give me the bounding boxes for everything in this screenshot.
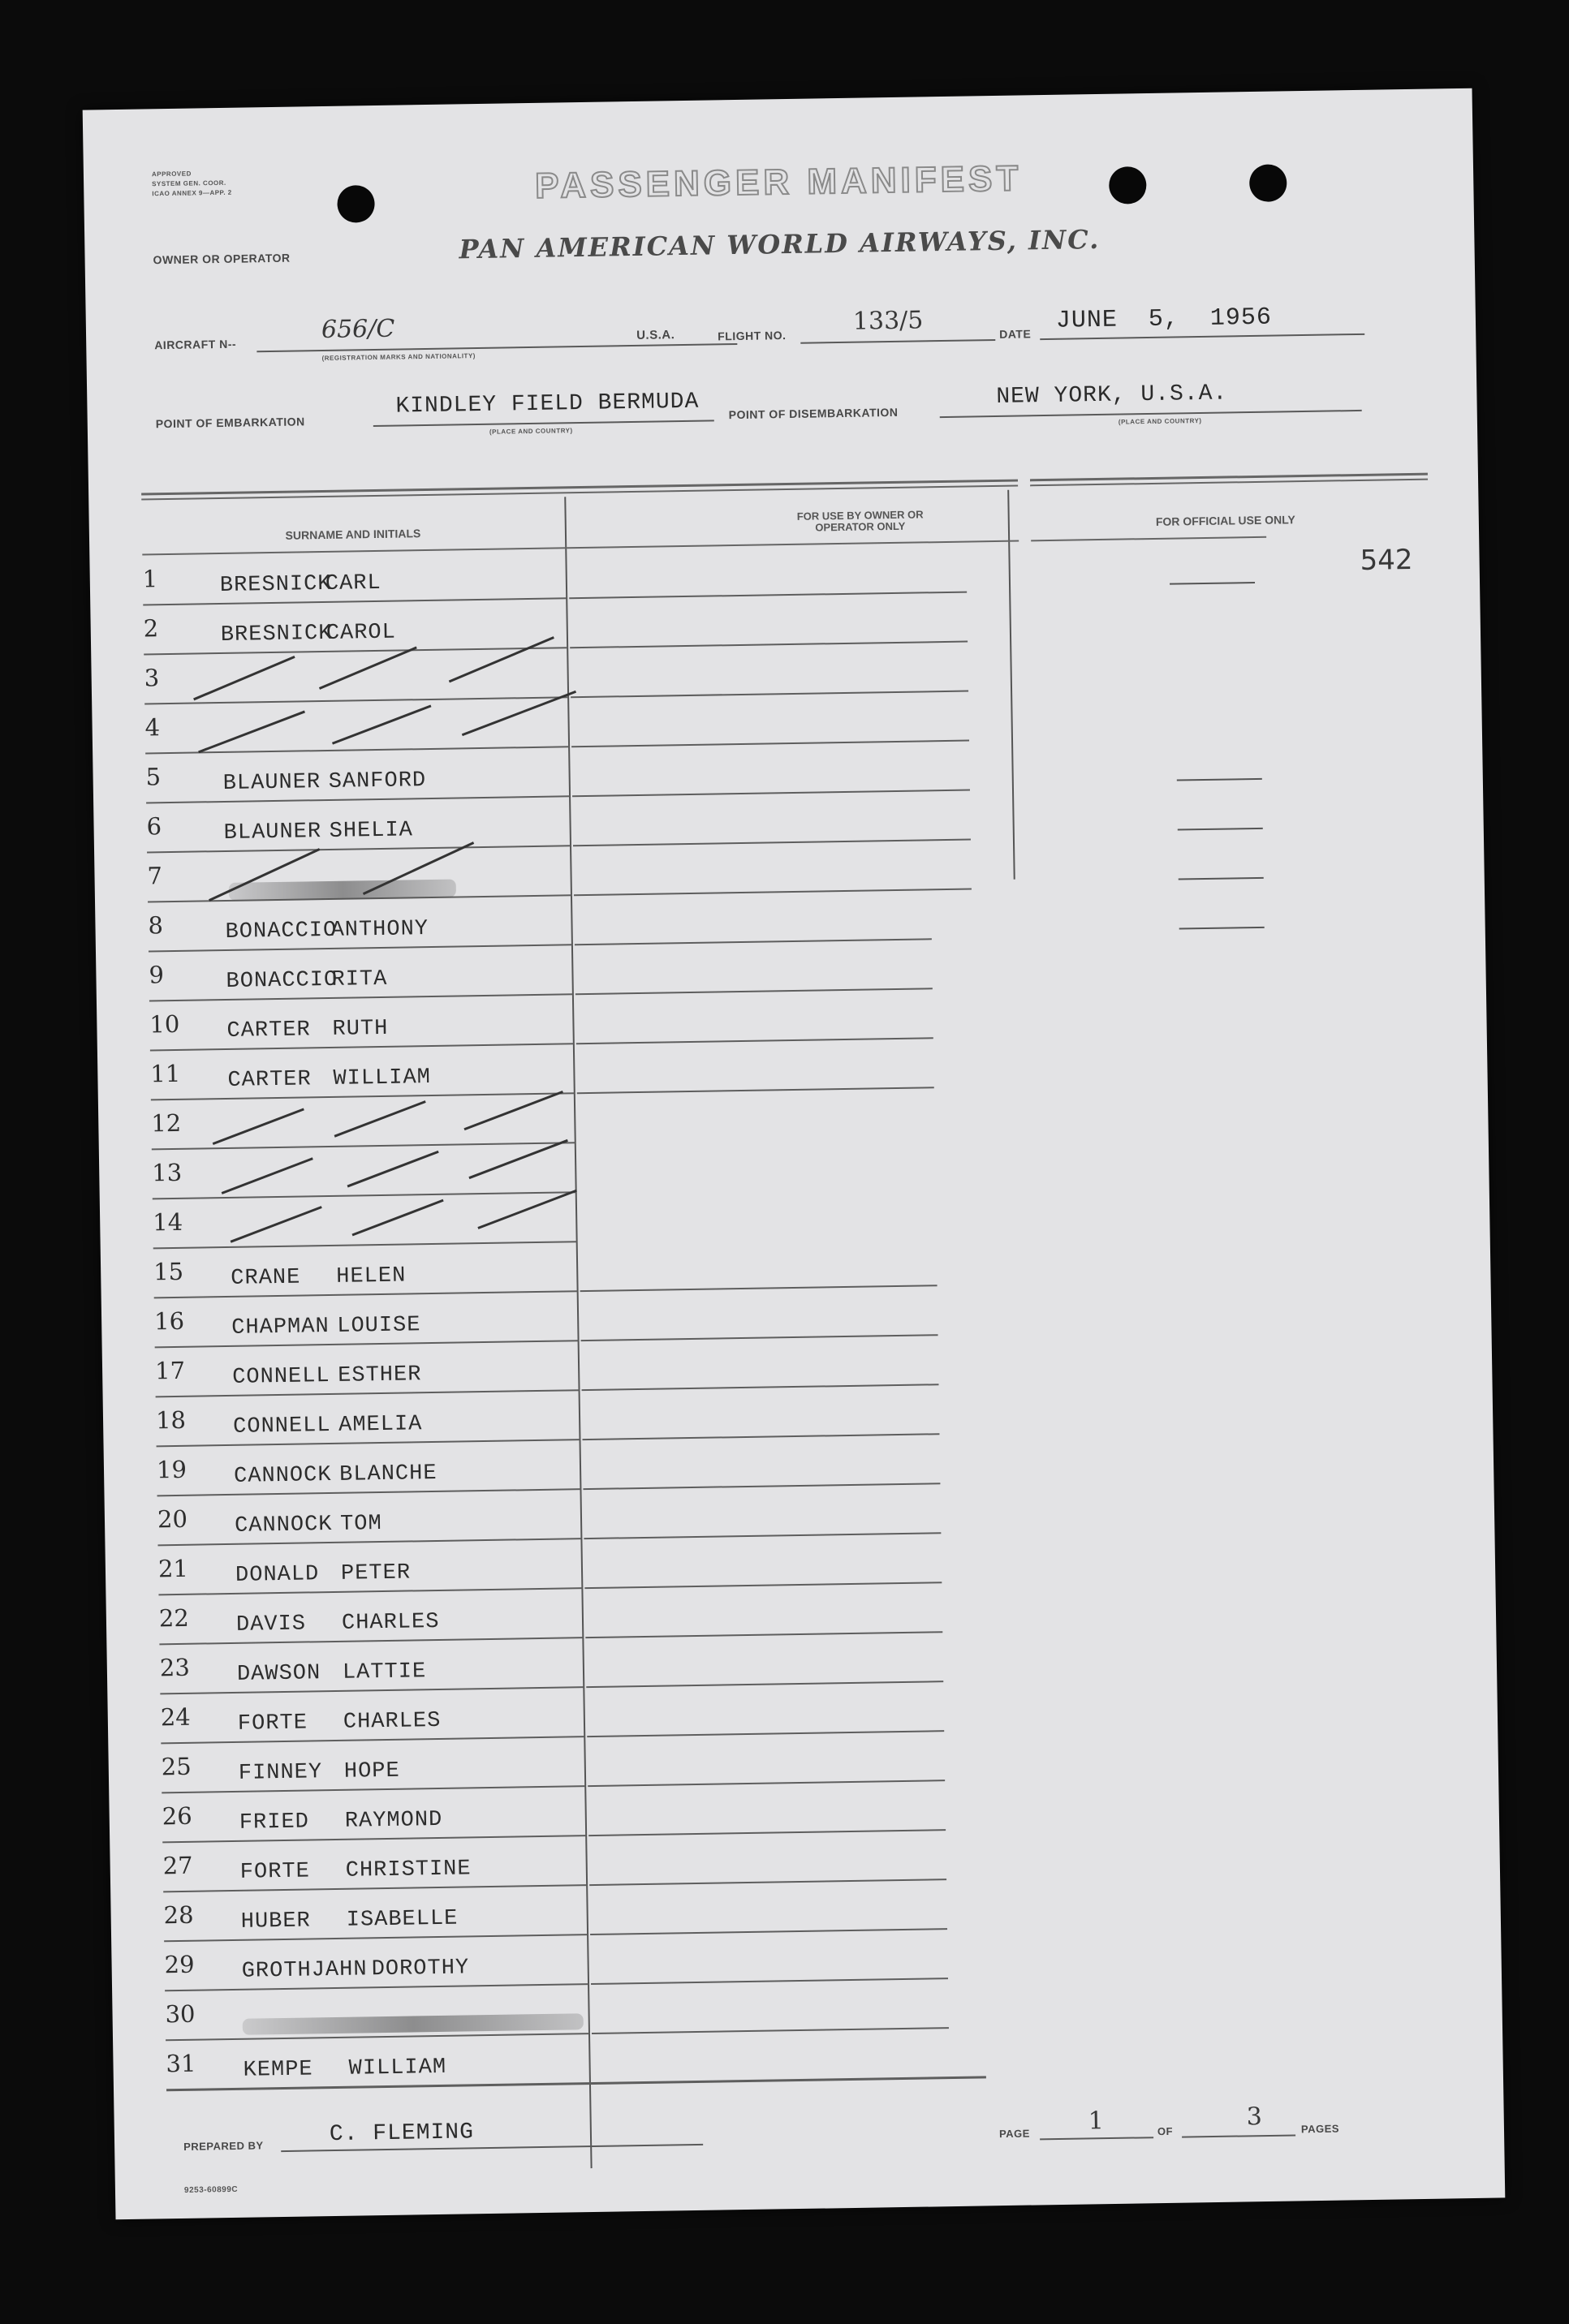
row-number: 15 <box>153 1257 184 1286</box>
official-header-bottom-rule <box>1031 536 1266 542</box>
passenger-surname: CANNOCK <box>234 1512 333 1539</box>
passenger-row-struck <box>165 1992 196 2042</box>
passenger-given-name: CAROL <box>325 620 397 646</box>
owner-line <box>592 2027 949 2034</box>
owner-line <box>573 839 971 847</box>
row-line <box>143 597 567 605</box>
official-mark <box>1177 778 1262 781</box>
strike-mark <box>463 1091 563 1130</box>
owner-line <box>580 1285 938 1292</box>
passenger-surname: BONACCIO <box>225 918 338 945</box>
row-number: 29 <box>164 1950 195 1979</box>
passenger-row <box>145 755 427 804</box>
row-line <box>165 1983 588 1991</box>
redaction-smudge <box>243 2013 584 2035</box>
owner-line <box>569 592 967 600</box>
row-line <box>160 1686 584 1694</box>
passenger-given-name: ISABELLE <box>346 1906 459 1933</box>
passenger-surname: CARTER <box>227 1067 312 1093</box>
owner-line <box>582 1433 939 1440</box>
owner-label: OWNER OR OPERATOR <box>153 251 291 267</box>
row-number: 18 <box>155 1405 187 1435</box>
passenger-surname: BONACCIO <box>226 967 338 994</box>
passenger-surname: CONNELL <box>232 1364 330 1390</box>
passenger-given-name: WILLIAM <box>348 2055 447 2081</box>
row-line <box>144 647 567 655</box>
owner-line <box>590 1928 947 1935</box>
strike-mark <box>449 636 554 682</box>
strike-mark <box>193 656 295 700</box>
row-number: 14 <box>152 1207 183 1237</box>
passenger-row-struck <box>147 854 163 903</box>
approval-line-1: APPROVED <box>151 170 192 179</box>
passenger-given-name: DOROTHY <box>371 1956 470 1982</box>
strike-mark <box>222 1157 313 1194</box>
pages-label: PAGES <box>1300 2122 1340 2136</box>
owner-line <box>571 740 969 748</box>
row-number: 27 <box>162 1851 193 1880</box>
page-label: PAGE <box>998 2127 1031 2141</box>
embark-caption: (PLACE AND COUNTRY) <box>489 427 573 436</box>
passenger-row <box>146 804 414 854</box>
row-line <box>166 2033 589 2041</box>
owner-line <box>572 790 970 798</box>
owner-line <box>586 1681 943 1688</box>
row-line <box>149 993 573 1001</box>
row-number: 23 <box>159 1653 191 1682</box>
owner-line <box>589 1879 946 1886</box>
owner-line <box>576 1037 933 1044</box>
embark-label: POINT OF EMBARKATION <box>155 415 305 431</box>
row-line <box>162 1785 585 1793</box>
passenger-row <box>160 1695 442 1745</box>
col-owner-header: FOR USE BY OWNER OR OPERATOR ONLY <box>796 508 924 534</box>
disembark-caption: (PLACE AND COUNTRY) <box>1118 416 1202 426</box>
passenger-row-struck <box>144 705 161 755</box>
passenger-surname: BLAUNER <box>222 770 321 796</box>
passenger-given-name: LATTIE <box>342 1659 427 1685</box>
passenger-given-name: CHARLES <box>343 1708 442 1735</box>
row-number: 16 <box>153 1306 185 1336</box>
row-line <box>153 1191 576 1199</box>
official-number: 542 <box>1360 543 1413 577</box>
row-number: 13 <box>152 1158 183 1187</box>
row-number: 6 <box>146 812 162 841</box>
strike-mark <box>319 647 417 690</box>
embark-value: KINDLEY FIELD BERMUDA <box>395 389 700 420</box>
official-mark <box>1179 927 1265 930</box>
owner-line <box>577 1087 934 1094</box>
row-number: 2 <box>143 614 159 643</box>
owner-line <box>587 1730 944 1737</box>
owner-line <box>571 691 968 699</box>
row-number: 20 <box>157 1504 188 1534</box>
flight-value: 133/5 <box>852 306 924 336</box>
owner-line <box>574 889 972 897</box>
strike-mark <box>334 1100 426 1138</box>
passenger-given-name: HELEN <box>336 1263 407 1289</box>
passenger-row <box>149 1002 389 1052</box>
row-line <box>151 1092 575 1100</box>
passenger-given-name: CHARLES <box>341 1609 440 1636</box>
aircraft-underline <box>256 343 737 352</box>
row-number: 7 <box>147 862 163 890</box>
passenger-surname: CARTER <box>226 1018 311 1044</box>
flight-underline <box>800 339 995 344</box>
passenger-given-name: HOPE <box>343 1758 400 1784</box>
owner-line <box>584 1582 942 1589</box>
owner-line <box>588 1829 946 1836</box>
owner-line <box>570 641 968 649</box>
row-number: 9 <box>149 961 165 989</box>
owner-line <box>588 1780 945 1787</box>
passenger-surname: CHAPMAN <box>231 1315 330 1341</box>
passenger-surname: CANNOCK <box>233 1462 332 1489</box>
passenger-row <box>153 1299 421 1349</box>
strike-marks <box>83 88 1472 110</box>
strike-mark <box>468 1139 568 1179</box>
approval-line-2: SYSTEM GEN. COOR. <box>152 179 226 188</box>
usa-label: U.S.A. <box>636 328 675 342</box>
page-value: 1 <box>1088 2107 1105 2136</box>
passenger-given-name: TOM <box>339 1512 382 1537</box>
passenger-row <box>148 903 429 953</box>
passenger-surname: BRESNICK <box>219 571 332 599</box>
owner-line <box>575 938 932 945</box>
owner-line <box>581 1334 938 1341</box>
strike-mark <box>347 1151 439 1188</box>
passenger-row <box>157 1547 412 1596</box>
strike-mark <box>477 1190 577 1229</box>
disembark-value: NEW YORK, U.S.A. <box>996 381 1228 410</box>
row-number: 19 <box>156 1455 188 1484</box>
row-number: 3 <box>144 664 160 692</box>
row-line <box>158 1587 582 1595</box>
row-line <box>161 1736 584 1744</box>
passenger-row-struck <box>152 1151 183 1200</box>
passenger-given-name: AMELIA <box>338 1412 423 1438</box>
passenger-given-name: RAYMOND <box>344 1807 443 1834</box>
strike-mark <box>351 1199 443 1237</box>
passenger-row <box>155 1398 423 1448</box>
passenger-row <box>162 1844 472 1893</box>
owner-line <box>583 1483 940 1490</box>
passenger-given-name: PETER <box>340 1560 412 1586</box>
row-line <box>157 1538 581 1546</box>
aircraft-label: AIRCRAFT N-- <box>154 337 237 352</box>
form-title: PASSENGER MANIFEST <box>534 158 1023 206</box>
strike-mark <box>231 1206 322 1243</box>
row-number: 28 <box>163 1900 194 1930</box>
passenger-surname: KEMPE <box>243 2057 313 2083</box>
passenger-given-name: ANTHONY <box>330 917 429 943</box>
row-number: 22 <box>158 1603 190 1633</box>
airline-name: PAN AMERICAN WORLD AIRWAYS, INC. <box>459 223 1101 265</box>
row-line <box>155 1340 579 1348</box>
passenger-row <box>161 1745 400 1794</box>
owner-line <box>575 988 933 995</box>
passenger-surname: FRIED <box>239 1810 310 1836</box>
passenger-given-name: CARL <box>325 570 381 596</box>
prepared-label: PREPARED BY <box>183 2139 264 2153</box>
manifest-page <box>83 88 1506 2220</box>
official-mark <box>1179 877 1264 880</box>
passenger-surname: FINNEY <box>238 1760 323 1786</box>
row-number: 30 <box>165 1999 196 2029</box>
form-number: 9253-60899C <box>183 2184 239 2195</box>
owner-line <box>591 1978 948 1985</box>
aircraft-value: 656/C <box>321 314 395 345</box>
passenger-surname: DONALD <box>235 1562 320 1588</box>
registration-caption: (REGISTRATION MARKS AND NATIONALITY) <box>321 352 476 363</box>
row-number: 5 <box>145 763 162 791</box>
passenger-surname: FORTE <box>239 1859 311 1885</box>
flight-label: FLIGHT NO. <box>718 329 787 343</box>
row-line <box>156 1389 580 1397</box>
row-line <box>153 1241 577 1249</box>
row-number: 8 <box>148 911 164 940</box>
passenger-row <box>159 1646 427 1695</box>
row-line <box>154 1290 578 1298</box>
row-number: 21 <box>157 1554 189 1583</box>
passenger-row <box>154 1349 422 1398</box>
row-number: 1 <box>142 565 158 593</box>
row-line <box>164 1934 588 1942</box>
owner-line <box>582 1384 939 1391</box>
passenger-given-name: BLANCHE <box>338 1461 438 1487</box>
passenger-row-struck <box>151 1101 182 1151</box>
row-number: 24 <box>160 1702 191 1732</box>
passenger-given-name: LOUISE <box>337 1313 421 1339</box>
row-number: 17 <box>154 1356 186 1385</box>
passenger-row <box>164 1943 470 1992</box>
passenger-row <box>142 557 381 607</box>
passenger-given-name: RUTH <box>332 1016 389 1042</box>
disembark-label: POINT OF DISEMBARKATION <box>728 405 899 422</box>
of-value: 3 <box>1246 2102 1263 2132</box>
official-mark <box>1170 582 1255 585</box>
row-line <box>149 944 572 952</box>
passenger-surname: CRANE <box>231 1265 301 1291</box>
strike-mark <box>198 711 305 754</box>
owner-line <box>584 1532 941 1539</box>
prepared-value: C. FLEMING <box>329 2120 475 2148</box>
strike-mark <box>332 704 432 744</box>
of-label: OF <box>1157 2124 1174 2138</box>
passenger-surname: DAWSON <box>236 1661 321 1687</box>
row-number: 10 <box>149 1009 180 1039</box>
passenger-row <box>153 1250 407 1299</box>
passenger-row <box>163 1893 459 1943</box>
passenger-surname: HUBER <box>240 1909 312 1935</box>
row-number: 31 <box>166 2049 196 2078</box>
col-official-header: FOR OFFICIAL USE ONLY <box>1155 513 1295 528</box>
row-line <box>144 696 568 704</box>
row-line <box>157 1439 580 1447</box>
passenger-surname: CONNELL <box>232 1414 331 1440</box>
embark-underline <box>373 420 714 427</box>
row-line <box>157 1488 581 1496</box>
passenger-given-name: CHRISTINE <box>345 1857 472 1883</box>
row-line <box>146 795 570 803</box>
passenger-surname: BRESNICK <box>220 621 333 648</box>
passenger-given-name: SANFORD <box>328 768 427 794</box>
passenger-row <box>157 1497 382 1547</box>
passenger-surname: FORTE <box>237 1711 308 1737</box>
page-underline <box>1040 2137 1153 2140</box>
owner-col-divider <box>1007 490 1015 880</box>
passenger-surname: GROTHJAHN <box>241 1957 368 1984</box>
row-number: 25 <box>161 1752 192 1781</box>
passenger-given-name: ESTHER <box>337 1362 422 1388</box>
passenger-given-name: SHELIA <box>329 818 414 844</box>
disembark-underline <box>940 410 1362 418</box>
passenger-row <box>158 1596 440 1646</box>
row-line <box>163 1884 587 1892</box>
row-line <box>147 845 571 853</box>
row-line <box>159 1637 583 1645</box>
redaction-smudge <box>229 879 456 900</box>
row-number: 4 <box>144 713 161 742</box>
date-value: JUNE 5, 1956 <box>1055 303 1273 335</box>
owner-line <box>585 1631 942 1638</box>
strike-mark <box>213 1108 304 1145</box>
row-line <box>150 1043 574 1051</box>
passenger-surname: BLAUNER <box>223 820 322 846</box>
passenger-given-name: WILLIAM <box>333 1065 432 1091</box>
col-surname-header: SURNAME AND INITIALS <box>285 527 421 542</box>
passenger-surname: DAVIS <box>235 1612 307 1638</box>
approval-line-3: ICAO ANNEX 9—APP. 2 <box>152 188 232 198</box>
passenger-given-name: RITA <box>331 966 388 992</box>
header-bottom-rule <box>142 540 1019 556</box>
official-mark <box>1178 828 1263 831</box>
row-number: 12 <box>151 1108 182 1138</box>
row-line <box>162 1835 586 1843</box>
passenger-row <box>143 607 397 656</box>
of-underline <box>1182 2134 1295 2137</box>
row-number: 26 <box>162 1801 192 1831</box>
date-label: DATE <box>999 327 1032 341</box>
passenger-row <box>150 1052 432 1101</box>
row-number: 11 <box>150 1059 181 1088</box>
